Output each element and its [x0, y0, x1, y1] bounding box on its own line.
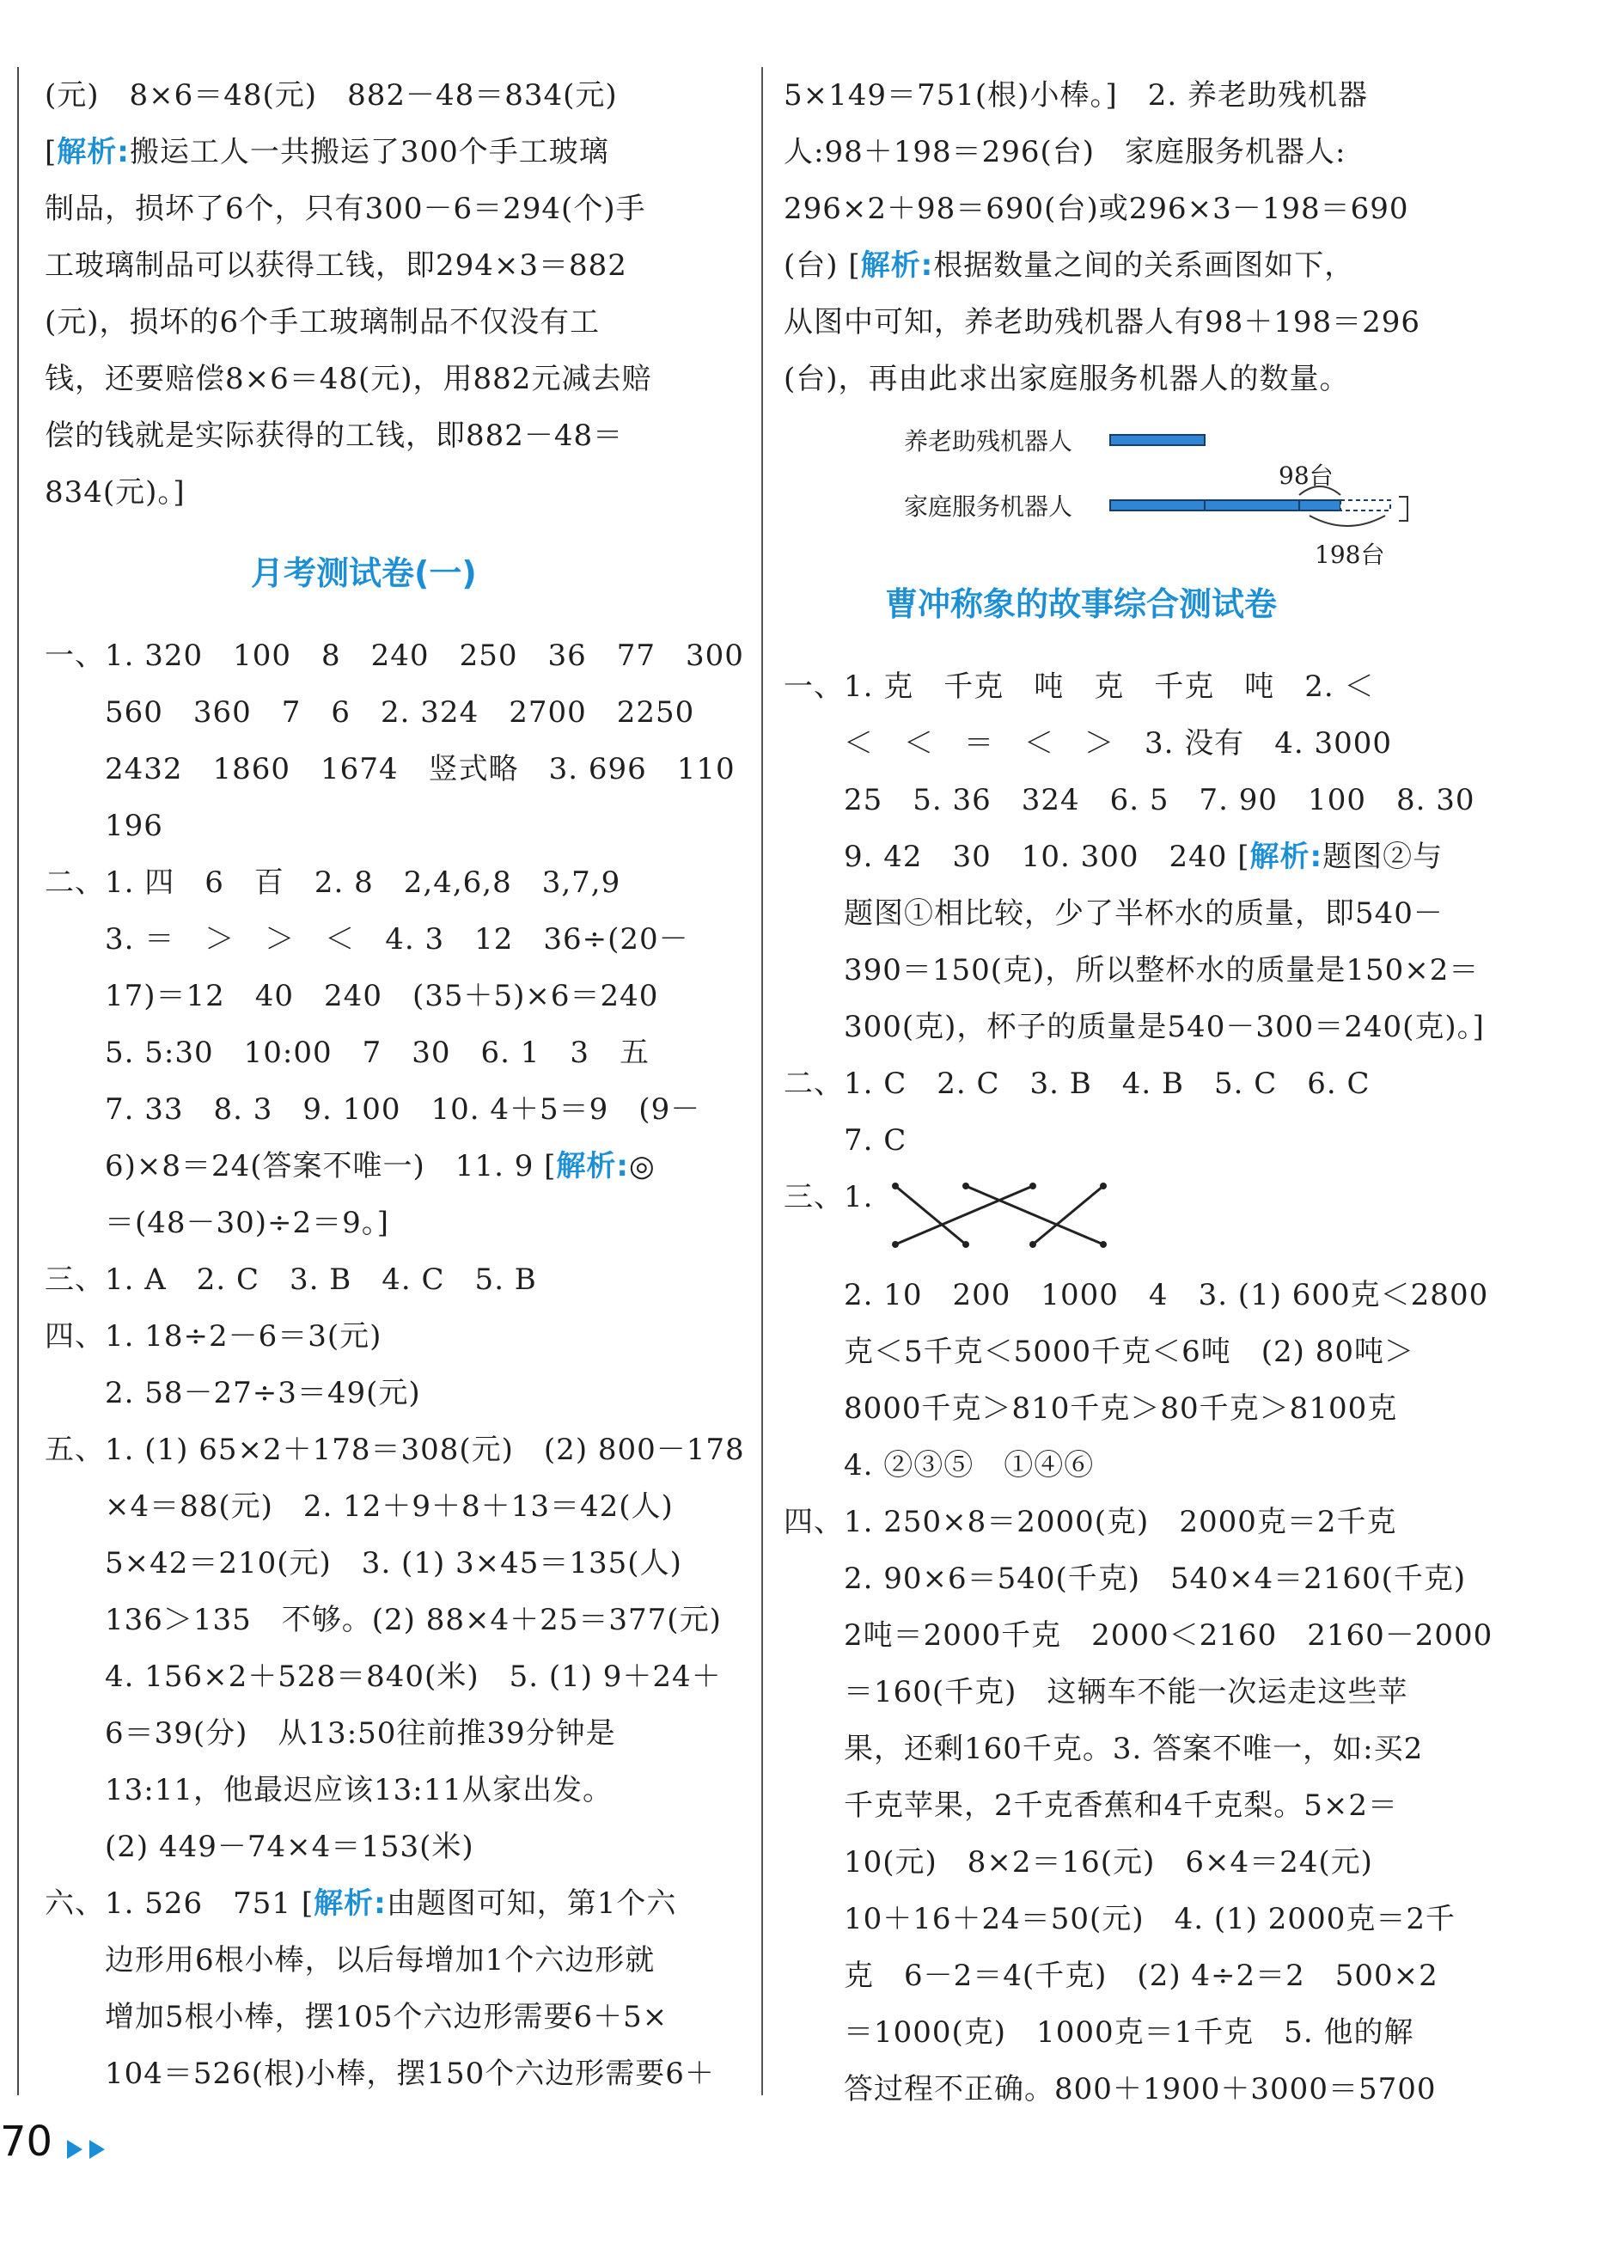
answer-line: 104＝526(根)小棒，摆150个六边形需要6＋: [45, 2057, 715, 2091]
answer-line: 千克苹果，2千克香蕉和4千克梨。5×2＝: [784, 1788, 1399, 1823]
answer-line: 2. 90×6＝540(千克) 540×4＝2160(千克): [784, 1562, 1467, 1596]
answer-line: 克＜5千克＜5000千克＜6吨 (2) 80吨＞: [784, 1335, 1415, 1369]
answer-line: 4. 156×2＋528＝840(米) 5. (1) 9＋24＋: [45, 1660, 722, 1694]
bracket-end: [1399, 497, 1407, 521]
answer-line: 136＞135 不够。(2) 88×4＋25＝377(元): [45, 1603, 722, 1637]
text-line: 296×2＋98＝690(台)或296×3－198＝690: [784, 192, 1409, 226]
answer-line: 题图①相比较，少了半杯水的质量，即540－: [784, 896, 1444, 931]
answer-line: ＜ ＜ ＝ ＜ ＞ 3. 没有 4. 3000: [784, 726, 1393, 761]
answer-line: 一、1. 克 千克 吨 克 千克 吨 2. ＜: [784, 669, 1375, 704]
match-line: [895, 1186, 1033, 1244]
bar-household-part-1: [1110, 500, 1205, 510]
text-line: 人:98＋198＝296(台) 家庭服务机器人:: [784, 135, 1346, 169]
diagram-label-household: 家庭服务机器人: [904, 492, 1073, 521]
match-line: [966, 1186, 1103, 1244]
answer-line: 克 6－2＝4(千克) (2) 4÷2＝2 500×2: [784, 1959, 1438, 1993]
text-line: [解析:搬运工人一共搬运了300个手工玻璃: [45, 135, 609, 169]
answer-line: 13:11，他最迟应该13:11从家出发。: [45, 1773, 613, 1807]
text-line: 钱，还要赔偿8×6＝48(元)，用882元减去赔: [45, 362, 652, 396]
answer-line: 4. ②③⑤ ①④⑥: [784, 1448, 1095, 1482]
answer-line: 7. C: [784, 1123, 907, 1158]
answer-line: 2432 1860 1674 竖式略 3. 696 110: [45, 752, 736, 786]
diagram-label-98: 98台: [1279, 462, 1334, 490]
answer-line: 196: [45, 809, 163, 843]
match-dot: [892, 1241, 899, 1248]
section-title-monthly-test: 月考测试卷(一): [251, 554, 477, 592]
text-line: 工玻璃制品可以获得工钱，即294×3＝882: [45, 248, 627, 283]
text-line: (元)，损坏的6个手工玻璃制品不仅没有工: [45, 305, 601, 339]
answer-line: 答过程不正确。800＋1900＋3000＝5700: [784, 2072, 1437, 2106]
answer-line: 果，还剩160千克。3. 答案不唯一，如:买2: [784, 1732, 1424, 1766]
answer-line: 三、1.: [784, 1180, 874, 1214]
answer-line: ＝160(千克) 这辆车不能一次运走这些苹: [784, 1675, 1408, 1709]
answer-line: 四、1. 18÷2－6＝3(元): [45, 1319, 382, 1354]
match-dot: [1100, 1183, 1107, 1189]
answer-line: 6)×8＝24(答案不唯一) 11. 9 [解析:◎: [45, 1149, 656, 1183]
answer-line: 边形用6根小棒，以后每增加1个六边形就: [45, 1943, 656, 1978]
column-divider: [761, 67, 763, 2095]
answer-line: 四、1. 250×8＝2000(克) 2000克＝2千克: [784, 1505, 1397, 1539]
answer-line: 二、1. 四 6 百 2. 8 2,4,6,8 3,7,9: [45, 865, 621, 900]
answer-line: 一、1. 320 100 8 240 250 36 77 300: [45, 639, 744, 673]
text-line: 从图中可知，养老助残机器人有98＋198＝296: [784, 305, 1421, 339]
answer-line: 560 360 7 6 2. 324 2700 2250: [45, 695, 695, 730]
answer-line: 10(元) 8×2＝16(元) 6×4＝24(元): [784, 1845, 1373, 1880]
diagram-label-198: 198台: [1315, 541, 1385, 569]
text-line: (台)，再由此求出家庭服务机器人的数量。: [784, 362, 1350, 396]
left-margin-rule: [17, 67, 19, 2095]
bar-eldercare: [1110, 435, 1205, 445]
answer-line: 7. 33 8. 3 9. 100 10. 4＋5＝9 (9－: [45, 1092, 701, 1127]
bar-household-extra-98: [1299, 500, 1340, 510]
text-line: (元) 8×6＝48(元) 882－48＝834(元): [45, 78, 618, 113]
answer-line: ×4＝88(元) 2. 12＋9＋8＋13＝42(人): [45, 1489, 674, 1524]
answer-line: 9. 42 30 10. 300 240 [解析:题图②与: [784, 840, 1444, 874]
answer-line: ＝1000(克) 1000克＝1千克 5. 他的解: [784, 2015, 1414, 2050]
match-dot: [962, 1241, 969, 1248]
analysis-marker: 解析:: [556, 1149, 630, 1183]
answer-line: 25 5. 36 324 6. 5 7. 90 100 8. 30: [784, 783, 1475, 817]
brace-198: [1310, 516, 1385, 526]
text-line: 834(元)。]: [45, 475, 186, 510]
match-dot: [1100, 1241, 1107, 1248]
bar-household-part-2: [1205, 500, 1299, 510]
analysis-marker: 解析:: [860, 248, 934, 283]
match-dot: [1029, 1241, 1036, 1248]
bar-household-missing-198: [1340, 500, 1390, 510]
answer-line: 8000千克＞810千克＞80千克＞8100克: [784, 1391, 1398, 1426]
text-line: 5×149＝751(根)小棒。] 2. 养老助残机器: [784, 78, 1368, 113]
diagram-label-eldercare: 养老助残机器人: [904, 427, 1073, 455]
answer-line: 3. ＝ ＞ ＞ ＜ 4. 3 12 36÷(20－: [45, 922, 689, 957]
answer-line: 2吨＝2000千克 2000＜2160 2160－2000: [784, 1618, 1493, 1653]
answer-line: 17)＝12 40 240 (35＋5)×6＝240: [45, 979, 659, 1013]
answer-line: 六、1. 526 751 [解析:由题图可知，第1个六: [45, 1886, 677, 1921]
page-number: 70: [0, 2118, 53, 2166]
answer-line: 2. 10 200 1000 4 3. (1) 600克＜2800: [784, 1278, 1489, 1312]
answer-line: 300(克)，杯子的质量是540－300＝240(克)。]: [784, 1010, 1485, 1044]
matching-lines-figure: [887, 1169, 1127, 1272]
answer-line: 6＝39(分) 从13:50往前推39分钟是: [45, 1716, 616, 1751]
answer-line: 5. 5:30 10:00 7 30 6. 1 3 五: [45, 1036, 650, 1070]
answer-line: 390＝150(克)，所以整杯水的质量是150×2＝: [784, 953, 1480, 987]
analysis-marker: 解析:: [57, 135, 130, 169]
answer-line: ＝(48－30)÷2＝9。]: [45, 1206, 390, 1240]
text-line: (台) [解析:根据数量之间的关系画图如下，: [784, 248, 1355, 283]
match-dot: [962, 1183, 969, 1189]
section-title-cao-chong-test: 曹冲称象的故事综合测试卷: [885, 585, 1278, 623]
match-dot: [892, 1183, 899, 1189]
answer-line: 增加5根小棒，摆105个六边形需要6＋5×: [45, 2000, 669, 2034]
match-line: [895, 1186, 966, 1244]
answer-line: 2. 58－27÷3＝49(元): [45, 1376, 421, 1410]
answer-line: (2) 449－74×4＝153(米): [45, 1830, 474, 1864]
answer-line: 5×42＝210(元) 3. (1) 3×45＝135(人): [45, 1546, 682, 1580]
answer-line: 五、1. (1) 65×2＋178＝308(元) (2) 800－178: [45, 1433, 745, 1467]
answer-line: 三、1. A 2. C 3. B 4. C 5. B: [45, 1262, 537, 1297]
answer-line: 二、1. C 2. C 3. B 4. B 5. C 6. C: [784, 1067, 1371, 1101]
answer-line: 10＋16＋24＝50(元) 4. (1) 2000克＝2千: [784, 1902, 1456, 1936]
match-line: [1033, 1186, 1103, 1244]
text-line: 偿的钱就是实际获得的工钱，即882－48＝: [45, 419, 624, 453]
analysis-marker: 解析:: [314, 1886, 387, 1921]
brace-98: [1299, 486, 1340, 495]
text-line: 制品，损坏了6个，只有300－6＝294(个)手: [45, 192, 646, 226]
match-dot: [1029, 1183, 1036, 1189]
analysis-marker: 解析:: [1249, 840, 1323, 874]
next-arrows-icon: [67, 2137, 119, 2162]
